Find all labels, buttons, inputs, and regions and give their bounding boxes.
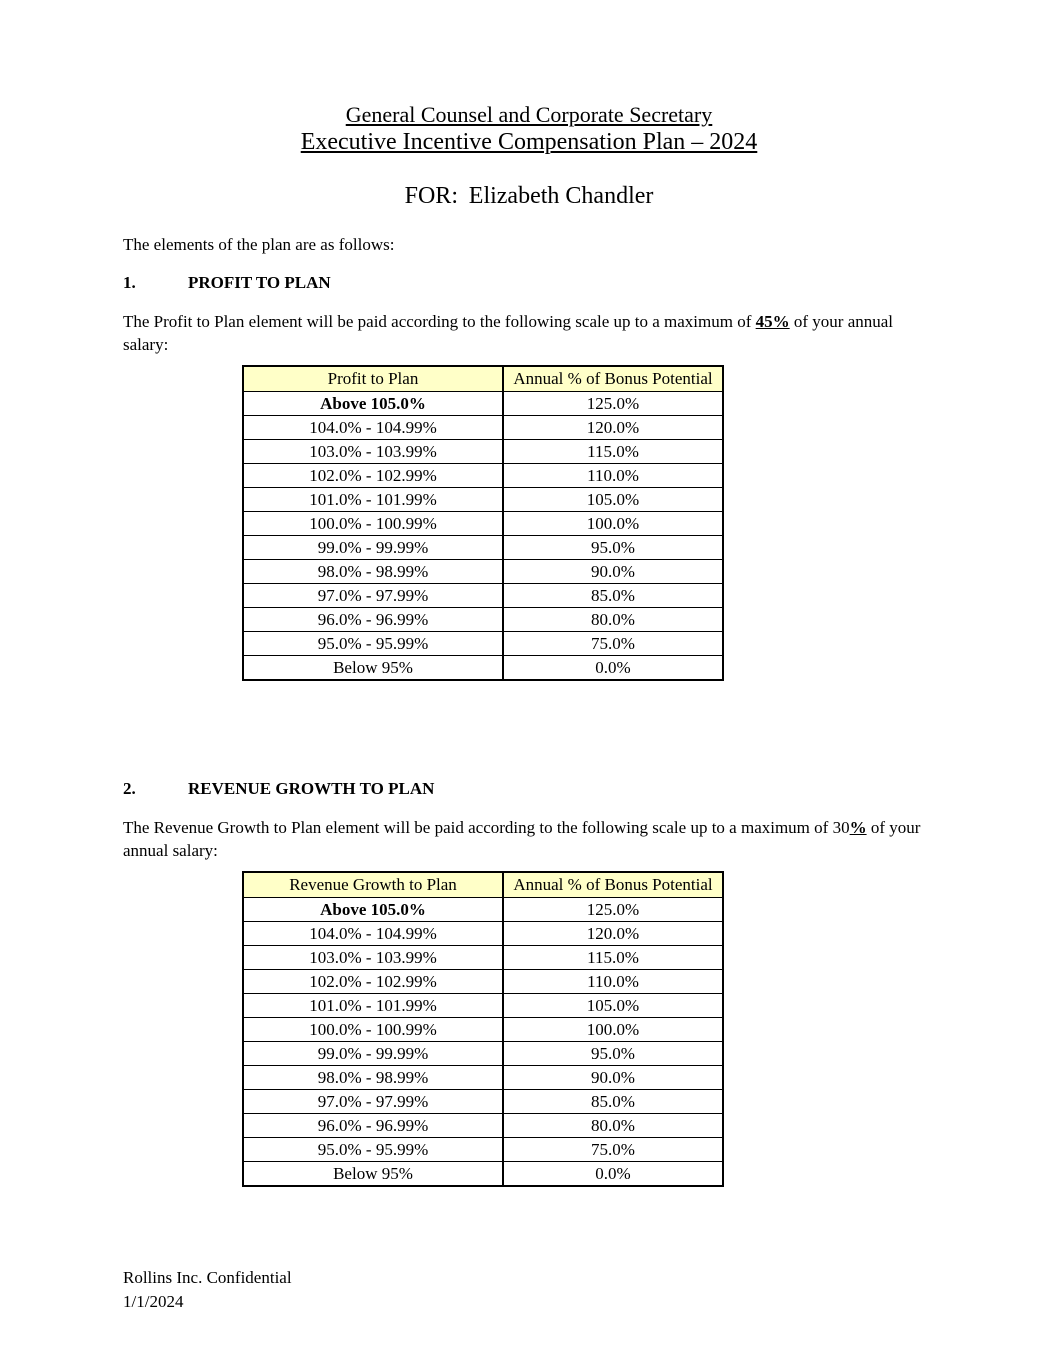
table-cell: 104.0% - 104.99% [243,922,503,946]
table-cell: 0.0% [503,656,723,681]
table-cell: 120.0% [503,416,723,440]
section-1-paragraph-after: of your annual salary: [123,312,894,354]
table-cell: 101.0% - 101.99% [243,488,503,512]
table-cell: 102.0% - 102.99% [243,970,503,994]
footer-confidential: Rollins Inc. Confidential [123,1268,292,1287]
table-row [243,656,723,681]
table-cell: 125.0% [503,898,723,922]
table-row [243,1162,723,1187]
table-cell: 95.0% [503,536,723,560]
table-row [243,440,723,464]
section-1-number: 1. [123,273,136,292]
table-cell: 0.0% [503,1162,723,1187]
table-header-row [243,366,723,392]
table-cell: Above 105.0% [243,392,503,416]
column-header-revenue-growth: Revenue Growth to Plan [243,872,503,898]
table-cell: 98.0% - 98.99% [243,1066,503,1090]
table-cell: 110.0% [503,970,723,994]
section-1-heading [123,273,935,293]
table-row [243,632,723,656]
table-cell: 99.0% - 99.99% [243,536,503,560]
revenue-growth-to-plan-table [242,871,724,1187]
table-cell: 95.0% - 95.99% [243,632,503,656]
section-2-title: REVENUE GROWTH TO PLAN [188,779,435,798]
table-cell: 100.0% - 100.99% [243,512,503,536]
column-header-bonus-potential: Annual % of Bonus Potential [503,872,723,898]
table-cell: 95.0% - 95.99% [243,1138,503,1162]
table-row [243,970,723,994]
section-2-heading [123,779,935,799]
table-row [243,536,723,560]
section-2-paragraph-after: of your annual salary: [123,818,921,860]
section-2-paragraph-before: The Revenue Growth to Plan element will be paid according to the following scale up to a maximum of 30 [123,818,850,837]
table-cell: 110.0% [503,464,723,488]
section-1-max-percent: 45% [755,312,790,331]
table-cell: 100.0% - 100.99% [243,1018,503,1042]
section-1-title: PROFIT TO PLAN [188,273,331,292]
table-row [243,1018,723,1042]
document-title-role: General Counsel and Corporate Secretary [345,102,713,127]
table-cell: 99.0% - 99.99% [243,1042,503,1066]
table-cell: 97.0% - 97.99% [243,1090,503,1114]
column-header-profit-to-plan: Profit to Plan [243,366,503,392]
table-cell: 125.0% [503,392,723,416]
page-footer [123,1266,935,1314]
recipient-line [123,182,935,210]
table-row [243,922,723,946]
table-row [243,898,723,922]
table-cell: 120.0% [503,922,723,946]
table-row [243,1090,723,1114]
table-cell: 100.0% [503,512,723,536]
table-cell: 90.0% [503,560,723,584]
table-cell: 85.0% [503,584,723,608]
column-header-bonus-potential: Annual % of Bonus Potential [503,366,723,392]
section-1-paragraph-before: The Profit to Plan element will be paid according to the following scale up to a maximum of [123,312,756,331]
section-1-paragraph [123,310,933,356]
table-cell: 100.0% [503,1018,723,1042]
table-cell: 105.0% [503,994,723,1018]
table-cell: Above 105.0% [243,898,503,922]
table-row [243,1042,723,1066]
table-row [243,584,723,608]
table-header-row [243,872,723,898]
table-row [243,392,723,416]
table-row [243,488,723,512]
title-block [123,102,935,157]
recipient-name: Elizabeth Chandler [468,183,654,209]
table-cell: 115.0% [503,440,723,464]
table-row [243,464,723,488]
section-2-number: 2. [123,779,136,798]
table-cell: 97.0% - 97.99% [243,584,503,608]
profit-to-plan-table [242,365,724,681]
table-cell: 103.0% - 103.99% [243,440,503,464]
table-cell: 98.0% - 98.99% [243,560,503,584]
table-cell: 101.0% - 101.99% [243,994,503,1018]
table-cell: 102.0% - 102.99% [243,464,503,488]
table-cell: 96.0% - 96.99% [243,1114,503,1138]
table-cell: 80.0% [503,1114,723,1138]
table-cell: 80.0% [503,608,723,632]
section-2-max-percent: % [849,818,867,837]
table-row [243,560,723,584]
section-2-paragraph [123,816,933,862]
intro-text: The elements of the plan are as follows: [123,235,395,254]
table-row [243,512,723,536]
table-row [243,994,723,1018]
table-row [243,1066,723,1090]
table-row [243,608,723,632]
table-cell: 75.0% [503,632,723,656]
table-row [243,1114,723,1138]
document-title-plan: Executive Incentive Compensation Plan – 2024 [300,129,758,155]
table-row [243,416,723,440]
recipient-label: FOR: [404,183,458,209]
table-cell: 115.0% [503,946,723,970]
table-cell: 95.0% [503,1042,723,1066]
table-cell: Below 95% [243,656,503,681]
table-cell: 105.0% [503,488,723,512]
table-cell: 103.0% - 103.99% [243,946,503,970]
table-cell: 75.0% [503,1138,723,1162]
footer-date: 1/1/2024 [123,1292,184,1311]
table-row [243,1138,723,1162]
table-row [243,946,723,970]
table-cell: Below 95% [243,1162,503,1187]
table-cell: 96.0% - 96.99% [243,608,503,632]
table-cell: 85.0% [503,1090,723,1114]
table-cell: 90.0% [503,1066,723,1090]
table-cell: 104.0% - 104.99% [243,416,503,440]
